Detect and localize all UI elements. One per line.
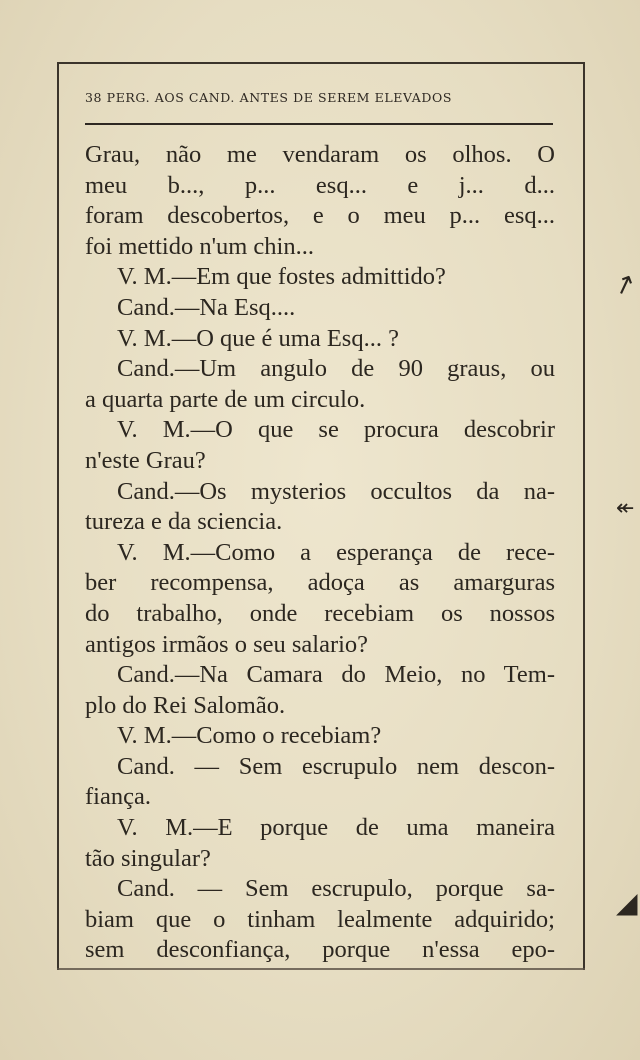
- text-line: foram descobertos, e o meu p... esq...: [85, 202, 555, 230]
- margin-mark-icon: ↗: [609, 267, 640, 303]
- text-line: plo do Rei Salomão.: [85, 691, 286, 719]
- text-line: V. M.—O que se procura descobrir: [117, 416, 555, 444]
- margin-mark-icon: ↞: [616, 496, 635, 521]
- text-line: Cand.—Os mysterios occultos da na-: [117, 477, 555, 505]
- text-line: V. M.—E porque de uma maneira: [117, 814, 555, 842]
- text-line: tureza e da sciencia.: [85, 508, 283, 536]
- text-line: a quarta parte de um circulo.: [85, 385, 366, 413]
- text-line: biam que o tinham lealmente adquirido;: [85, 905, 555, 933]
- text-line: V. M.—Como a esperança de rece-: [117, 538, 555, 566]
- text-line: tão singular?: [85, 844, 211, 872]
- text-line: n'este Grau?: [85, 446, 206, 474]
- running-head: 38 PERG. AOS CAND. ANTES DE SEREM ELEVADOS: [85, 90, 453, 105]
- text-line: ber recompensa, adoça as amarguras: [85, 569, 555, 597]
- text-line: sem desconfiança, porque n'essa epo-: [85, 936, 555, 964]
- margin-mark-icon: ◢: [616, 886, 638, 919]
- text-line: fiança.: [85, 783, 151, 811]
- text-line: antigos irmãos o seu salario?: [85, 630, 369, 658]
- text-line: V. M.—Como o recebiam?: [117, 722, 382, 750]
- text-line: Cand. — Sem escrupulo, porque sa-: [117, 875, 555, 903]
- text-line: Cand.—Na Esq....: [117, 293, 296, 321]
- text-line: Cand.—Um angulo de 90 graus, ou: [117, 355, 555, 383]
- text-line: Cand. — Sem escrupulo nem descon-: [117, 752, 555, 780]
- frame-top-rule: [57, 62, 585, 64]
- frame-left-rule: [57, 62, 59, 970]
- frame-bottom-rule: [57, 968, 585, 970]
- text-line: V. M.—Em que fostes admittido?: [117, 263, 446, 291]
- text-line: foi mettido n'um chin...: [85, 232, 314, 260]
- text-line: meu b..., p... esq... e j... d...: [85, 171, 555, 199]
- header-rule: [85, 123, 553, 125]
- text-line: Cand.—Na Camara do Meio, no Tem-: [117, 661, 555, 689]
- body-text: [85, 140, 555, 966]
- text-line: V. M.—O que é uma Esq... ?: [117, 324, 399, 352]
- text-line: Grau, não me vendaram os olhos. O: [85, 141, 555, 168]
- frame-right-rule: [583, 62, 585, 970]
- text-line: do trabalho, onde recebiam os nossos: [85, 599, 555, 627]
